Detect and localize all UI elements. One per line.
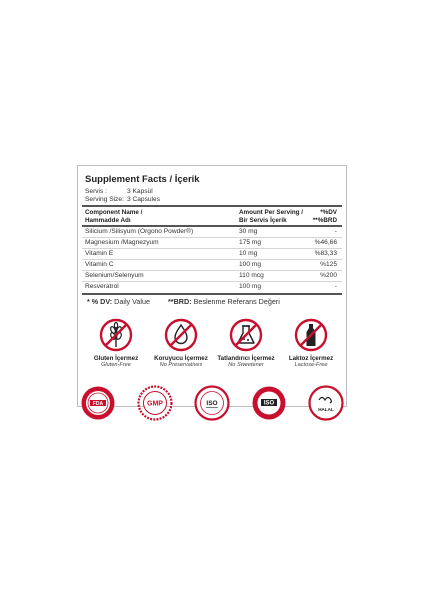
badge-label: Tatlandırıcı İçermez [217,355,275,362]
footnote-brd-key: **BRD: [168,297,192,306]
table-row [85,260,339,270]
component-name: Resveratrol [85,283,119,290]
component-amount: 100 mg [239,261,261,268]
badge-sub: No Sweetener [228,362,264,368]
iso-certified-seal [194,385,230,421]
component-name: Magnesium /Magnezyum [85,239,159,246]
gluten-free-badge [85,318,147,368]
component-name: Vitamin C [85,261,114,268]
table-row [85,271,339,281]
footnote-dv-key: * % DV: [87,297,113,306]
badge-label: Laktoz İçermez [288,355,334,362]
footnote-brd-value: Beslenme Referans Değeri [193,297,280,306]
badge-sub: Gluten-Free [101,362,131,368]
table-row [85,282,339,292]
component-name: Selenium/Selenyum [85,272,144,279]
serving-size-label: Serving Size: [85,196,124,203]
badge-sub: Lactose-Free [294,362,328,368]
table-row [85,238,339,248]
footnote-dv-value: Daily Value [114,297,150,306]
component-amount: 110 mcg [239,272,264,279]
no-preservatives-badge [150,318,212,368]
fda-text: FDA [92,401,104,407]
halal-text: HALAL [318,407,334,412]
badge-label: Gluten İçermez [93,355,139,362]
servis-label: Servis : [85,188,107,195]
component-dv: - [334,283,337,290]
divider [82,293,342,295]
component-name: Silicium /Silisyum (Orgono Powder®) [85,228,194,235]
component-name: Vitamin E [85,250,114,257]
component-dv: - [334,228,337,235]
facts-title: Supplement Facts / İçerik [85,174,200,185]
lactose-free-badge [280,318,342,368]
badge-sub: No Preservatives [159,362,203,368]
table-row [85,227,339,237]
servis-line [85,188,153,195]
component-amount: 10 mg [239,250,258,257]
fda-approved-seal [80,385,116,421]
component-amount: 100 mg [239,283,261,290]
component-dv: %83,33 [314,250,337,257]
milk-bottle-icon [294,318,328,352]
component-dv: %200 [320,272,337,279]
servis-value: 3 Kapsül [127,188,153,195]
header-component-name: Component Name / Hammadde Adı [85,209,143,224]
iso-text: ISO [263,400,275,407]
component-amount: 175 mg [239,239,261,246]
divider [82,205,342,207]
iso-seal [251,385,287,421]
halal-seal [308,385,344,421]
wheat-icon [99,318,133,352]
component-dv: %46,66 [314,239,337,246]
gmp-text: GMP [147,400,163,408]
supplement-facts-panel [77,165,347,407]
footnote-brd [168,297,280,306]
component-amount: 30 mg [239,228,258,235]
flask-icon [229,318,263,352]
header-dv: *%DV **%BRD [312,209,337,224]
serving-size-value: 3 Capsules [127,196,160,203]
serving-size-line [85,196,160,203]
table-row [85,249,339,259]
component-dv: %125 [320,261,337,268]
header-amount: Amount Per Serving / Bir Servis İçerik [239,209,304,224]
no-sweetener-badge [215,318,277,368]
badge-label: Koruyucu İçermez [154,355,208,362]
footnote-dv [87,297,150,306]
drop-icon [164,318,198,352]
iso-text: ISO [206,400,218,407]
gmp-seal [137,385,173,421]
